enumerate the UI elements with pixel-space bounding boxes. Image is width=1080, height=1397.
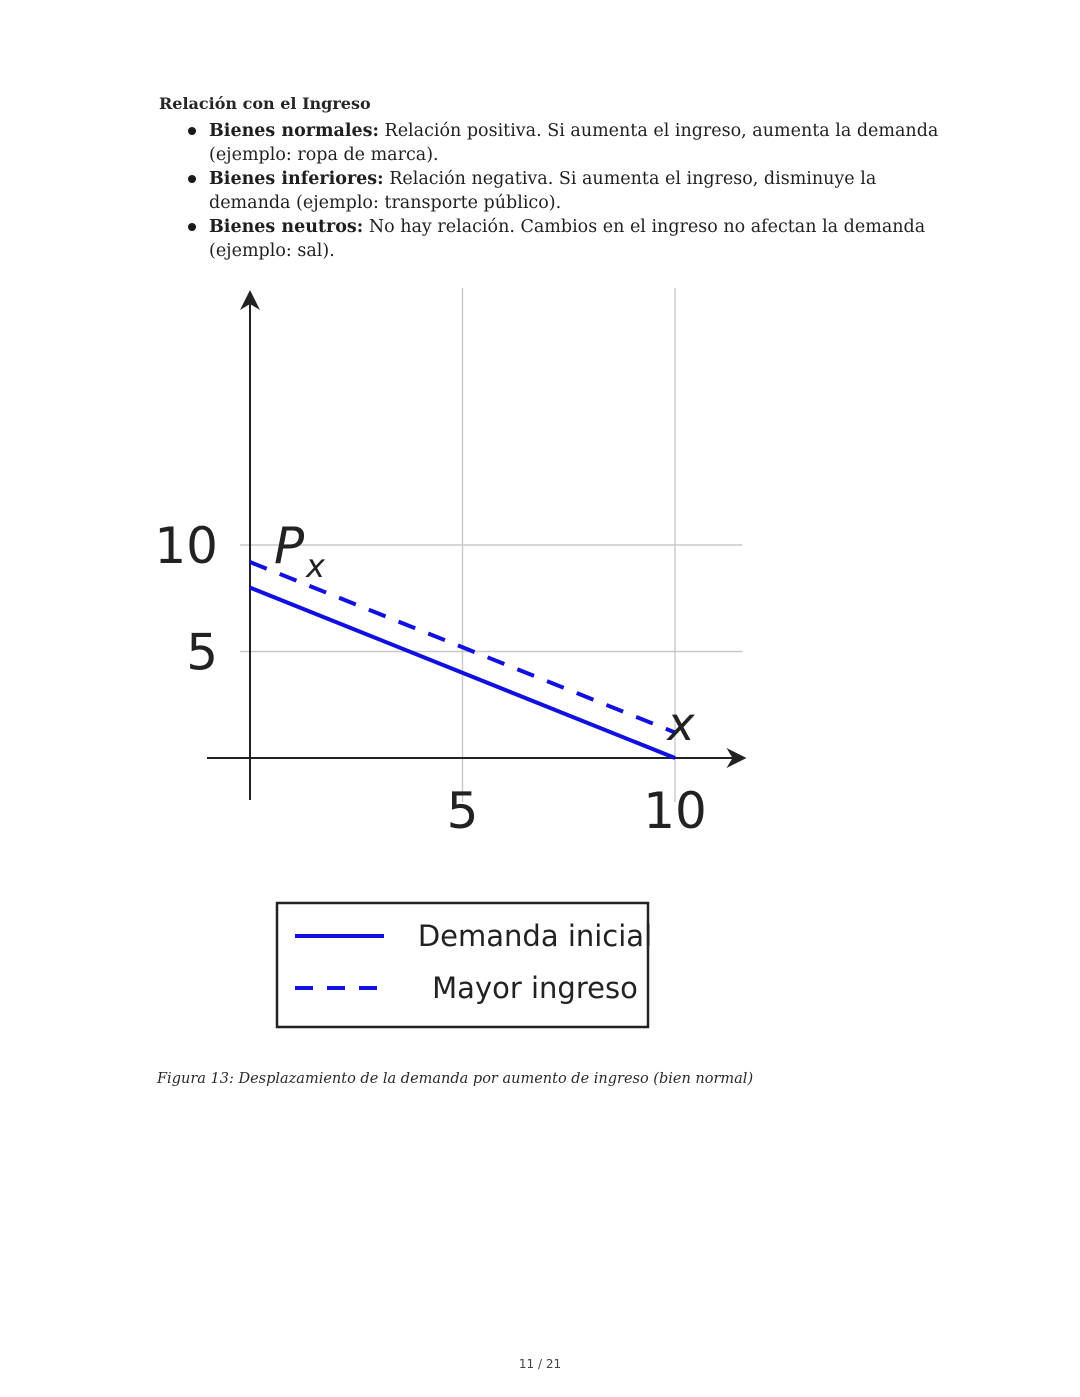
- bullet-text: No hay relación. Cambios en el ingreso no afectan la demanda (ejemplo: sal).: [209, 217, 926, 261]
- section-heading: Relación con el Ingreso: [159, 94, 371, 113]
- page-number: 11 / 21: [518, 1357, 562, 1371]
- x-tick-label: 10: [643, 782, 707, 840]
- x-axis-label: x: [667, 697, 695, 751]
- bullet-term: Bienes normales:: [209, 121, 379, 141]
- bullet-list: [185, 119, 945, 263]
- bullet-icon: [188, 223, 196, 231]
- y-tick-label: 5: [186, 623, 218, 682]
- y-axis-label-subscript: x: [306, 547, 325, 585]
- bullet-term: Bienes neutros:: [209, 217, 364, 237]
- legend-label: Mayor ingreso: [432, 971, 638, 1005]
- list-item: [185, 215, 945, 263]
- demand-chart: [150, 280, 750, 1050]
- list-item: [185, 119, 945, 167]
- bullet-text: Relación negativa. Si aumenta el ingreso, disminuye la demanda (ejemplo: transporte público).: [209, 169, 877, 213]
- x-tick-label: 5: [446, 782, 479, 840]
- bullet-icon: [188, 127, 196, 135]
- bullet-text: Relación positiva. Si aumenta el ingreso, aumenta la demanda (ejemplo: ropa de marca).: [209, 121, 939, 165]
- figure-caption: Figura 13: Desplazamiento de la demanda por aumento de ingreso (bien normal): [157, 1071, 754, 1087]
- bullet-icon: [188, 175, 196, 183]
- y-axis-label: P: [274, 517, 305, 575]
- y-tick-label: 10: [154, 517, 218, 575]
- list-item: [185, 167, 945, 215]
- legend-label: Demanda inicial: [417, 919, 653, 953]
- bullet-term: Bienes inferiores:: [209, 169, 384, 189]
